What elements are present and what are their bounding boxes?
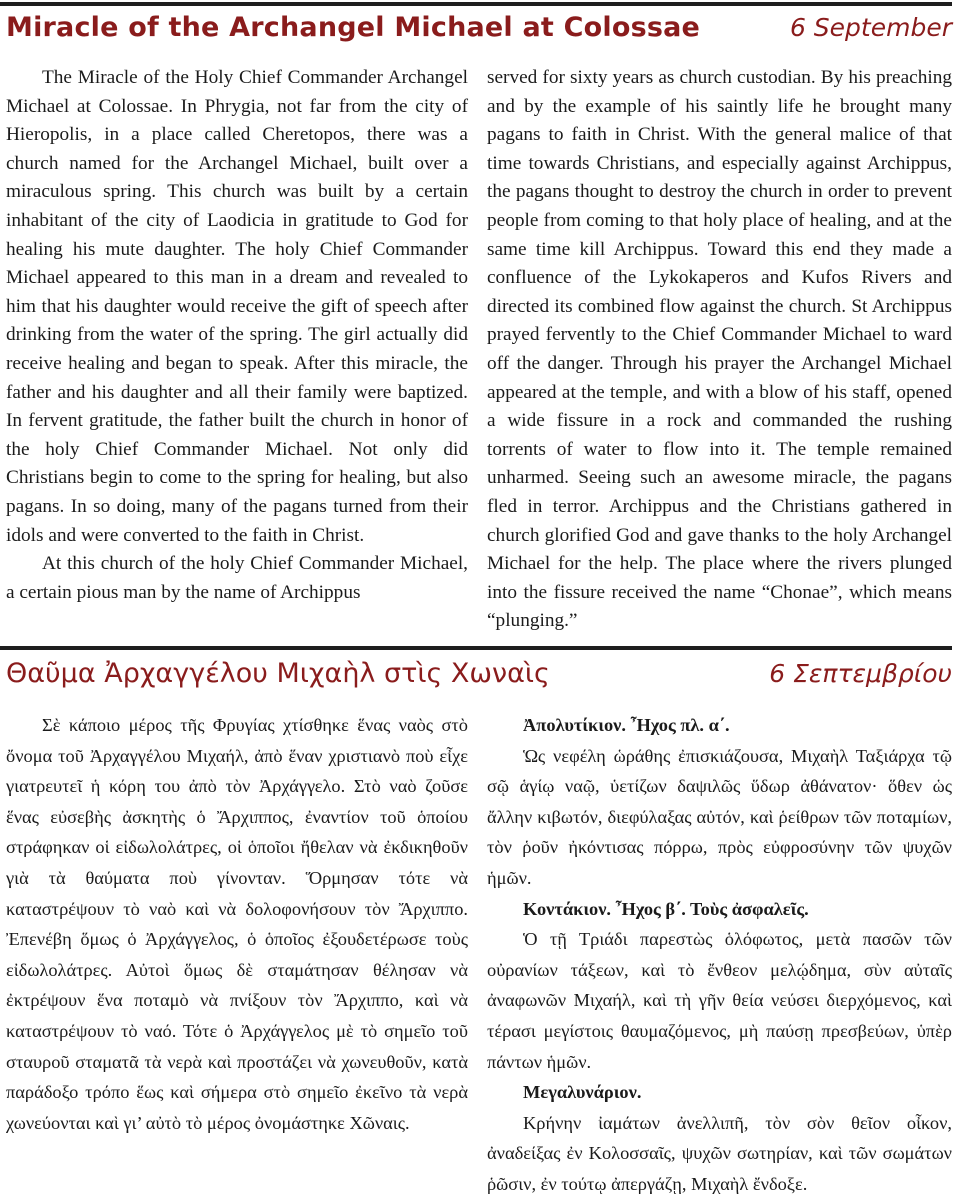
megalynarion-heading: Μεγαλυνάριον. [523,1082,642,1103]
english-header [6,12,952,43]
greek-date: 6 Σεπτεμβρίου [769,659,952,688]
english-date: 6 September [789,13,952,42]
kontakion-text: Ὁ τῇ Τριάδι παρεστὼς ὁλόφωτος, μετὰ πασῶν τῶν οὐρανίων τάξεων, καὶ τὸ ἔνθεον μελῴδημα, σὺν αὐταῖς ἀναφωνῶν Μιχαήλ, καὶ τὴ γῆν θεία νεύσει διερχόμενος, καὶ τέρασι μεγίστοις θαυμαζόμενος, μὴ παύσῃ πρεσβεύων, ὑπὲρ πάντων ἡμῶν. [487,929,952,1072]
greek-paragraph: Σὲ κάποιο μέρος τῆς Φρυγίας χτίσθηκε ἕνας ναὸς στὸ ὄνομα τοῦ Ἀρχαγγέλου Μιχαήλ, ἀπὸ ἕναν χριστιανὸ ποὺ εἶχε γιατρευτεῖ ἡ κόρη του ἀπὸ τὸν Ἀρχάγγελο. Στὸ ναὸ ζοῦσε ἕνας εὐσεβὴς ἀσκητὴς ὁ Ἄρχιππος, ἐναντίον τοῦ ὁποίου στράφηκαν οἱ εἰδωλολάτρες, οἱ ὁποῖοι ἤθελαν νὰ ἐκδικηθοῦν γιὰ τὰ θαύματα ποὺ γίνονταν. Ὅρμησαν τότε νὰ καταστρέψουν τὸ ναὸ καὶ νὰ δολοφονήσουν τὸν Ἄρχιππο. Ἐπενέβη ὅμως ὁ Ἀρχάγγελος, ὁ ὁποῖος ἐξουδετέρωσε τοὺς εἰδωλολάτρες. Αὐτοὶ ὅμως δὲ σταμάτησαν θέλησαν νὰ ἐκτρέψουν ἕνα ποταμὸ νὰ πνίξουν τὸν Ἄρχιππο, καὶ νὰ καταστρέψουν τὸ ναό. Τότε ὁ Ἀρχάγγελος μὲ τὸ σημεῖο τοῦ σταυροῦ σταματᾶ τὰ νερὰ καὶ προστάζει νὰ χωνευθοῦν, κατὰ παράδοξο τρόπο ἕως καὶ σήμερα στὸ σημεῖο ἐκεῖνο τὰ νερὰ χωνεύονται καὶ γι’ αὐτὸ τὸ μέρος ὀνομάστηκε Χῶναις. [6,715,468,1133]
english-paragraph: At this church of the holy Chief Commander Michael, a certain pious man by the name of Archippus [6,553,468,603]
english-paragraph: served for sixty years as church custodian. By his preaching and by the example of his saintly life he brought many pagans to faith in Christ. With the general malice of that time towards Christians, and especially against Archippus, the pagans thought to destroy the church in order to prevent people from coming to that holy place of healing, and at the same time kill Archippus. Toward this end they made a confluence of the Lykokaperos and Kufos Rivers and directed its combined flow against the church. St Archippus prayed fervently to the Chief Commander Michael to ward off the danger. Through his prayer the Archangel Michael appeared at the temple, and with a blow of his staff, opened a wide fissure in a rock and commanded the rushing torrents of water to flow into it. The temple remained unharmed. Seeing such an awesome miracle, the pagans fled in terror. Archippus and the Christians gathered in church glorified God and gave thanks to the holy Archangel Michael for the help. The place where the rivers plunged into the fissure received the name “Chonae”, which means “plunging.” [487,67,952,632]
english-left-column [6,64,468,607]
greek-header [6,658,952,689]
greek-left-column [6,710,468,1138]
middle-rule [0,646,952,650]
greek-right-column [487,710,952,1200]
apolytikion-heading: Ἀπολυτίκιον. Ἦχος πλ. α΄. [523,715,730,735]
english-title: Miracle of the Archangel Michael at Colossae [6,12,701,43]
english-paragraph: The Miracle of the Holy Chief Commander Archangel Michael at Colossae. In Phrygia, not far from the city of Hieropolis, in a place called Cheretopos, there was a church named for the Archangel Michael, built over a miraculous spring. This church was built by a certain inhabitant of the city of Laodicia in gratitude to God for healing his mute daughter. The holy Chief Commander Michael appeared to this man in a dream and revealed to him that his daughter would receive the gift of speech after drinking from the water of the spring. The girl actually did receive healing and began to speak. After this miracle, the father and his daughter and all their family were baptized. In fervent gratitude, the father built the church in honor of the holy Chief Commander Michael. Not only did Christians begin to come to the spring for healing, but also pagans. In so doing, many of the pagans turned from their idols and were converted to the faith in Christ. [6,67,468,546]
kontakion-heading: Κοντάκιον. Ἦχος β΄. Τοὺς ἀσφαλεῖς. [523,898,809,919]
megalynarion-text: Κρήνην ἰαμάτων ἀνελλιπῆ, τὸν σὸν θεῖον οἶκον, ἀναδείξας ἐν Κολοσσαῖς, ψυχῶν σωτηρίαν, καὶ τῶν σωμάτων ῥῶσιν, ἐν τούτῳ ἀπεργάζῃ, Μιχαὴλ ἔνδοξε. [487,1112,952,1194]
english-right-column [487,64,952,636]
apolytikion-text: Ὡς νεφέλη ὡράθης ἐπισκιάζουσα, Μιχαὴλ Ταξιάρχα τῷ σῷ ἁγίῳ ναῷ, ὑετίζων δαψιλῶς ὕδωρ ἀθάνατον· ὅθεν ὡς ἄλλην κιβωτόν, διεφύλαξας αὐτόν, καὶ ῥείθρων τῶν ποταμίων, τὸν ῥοῦν ἠκόντισας πόρρω, πρὸς εὐφροσύνην τῶν ψυχῶν ἡμῶν. [487,745,952,888]
greek-title: Θαῦμα Ἀρχαγγέλου Μιχαὴλ στὶς Χωναὶς [6,658,550,689]
top-rule [0,2,952,6]
